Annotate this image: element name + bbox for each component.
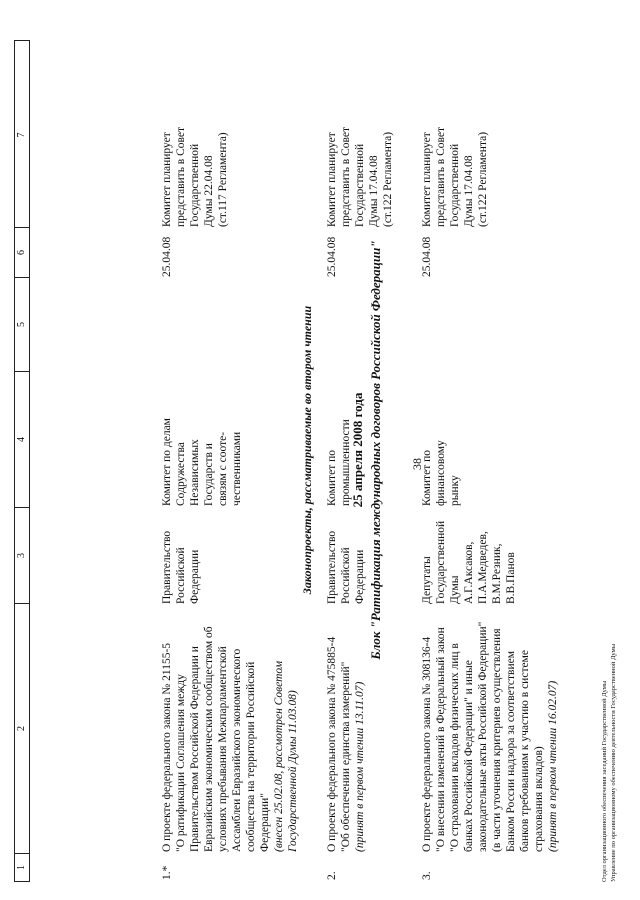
initiator-line: Федерации xyxy=(354,549,366,604)
section-title: Законопроекты, рассматриваемые во втором чтении xyxy=(300,305,314,595)
page-number: 38 xyxy=(410,458,424,470)
comment-line: Думы 17.04.08 xyxy=(368,155,380,227)
comment-line: Государственной xyxy=(354,143,366,227)
footer xyxy=(600,644,618,882)
comment-line: (ст.122 Регламента) xyxy=(477,131,489,227)
initiator-line: Думы xyxy=(449,575,461,604)
comment-line: (ст.122 Регламента) xyxy=(382,131,394,227)
committee xyxy=(420,371,462,506)
bill-line: Ассамблеи Евразийского экономического xyxy=(231,648,243,852)
bill-line: банках Российской Федерации" и иные xyxy=(463,660,475,852)
comment-line: (ст.117 Регламента) xyxy=(217,132,229,227)
initiator-line: П.А.Медведев, xyxy=(477,531,489,604)
comment xyxy=(160,117,230,227)
date: 25.04.08 xyxy=(421,236,433,277)
committee-line: промышленности xyxy=(340,419,352,506)
comment-line: представить в Совет xyxy=(340,126,352,227)
bill-line: страхования вкладов) xyxy=(533,746,545,852)
bill-line: "О страховании вкладов физических лиц в xyxy=(449,643,461,852)
initiator-line: Федерации xyxy=(189,549,201,604)
bill-note: (принят в первом чтении 16.02.07) xyxy=(547,680,559,852)
comment-line: Комитет планирует xyxy=(421,132,433,227)
initiator-line: А.Г.Аксаков, xyxy=(463,541,475,604)
row-number: 1.* xyxy=(161,865,173,880)
footer-line: Управление по организационному обеспечению деятельности Государственной Думы xyxy=(610,643,617,882)
date: 25.04.08 xyxy=(161,236,173,277)
column-number-header xyxy=(14,40,30,882)
committee xyxy=(160,371,244,506)
comment xyxy=(420,117,490,227)
bill-description xyxy=(160,607,300,852)
date: 25.04.08 xyxy=(326,236,338,277)
committee-line: Государств и xyxy=(203,443,215,506)
bill-line: О проекте федерального закона № 475885-4 xyxy=(326,636,338,852)
bill-note: (принят в первом чтении 13.11.07) xyxy=(354,681,366,852)
committee-line: связям с сооте- xyxy=(217,431,229,506)
column-number: 7 xyxy=(16,132,27,138)
initiator-line: Государственной xyxy=(435,520,447,604)
bill-line: "О ратификации Соглашения между xyxy=(175,674,187,852)
comment xyxy=(325,117,395,227)
bill-line: Федерации" xyxy=(259,792,271,852)
initiator xyxy=(325,512,367,604)
initiator-line: Правительство xyxy=(161,530,173,604)
bill-line: законодательные акты Российской Федерации" xyxy=(477,621,489,852)
initiator-line: Правительство xyxy=(326,530,338,604)
committee-line: рынку xyxy=(449,475,461,506)
bill-line: сообщества на территории Российской xyxy=(245,661,257,852)
initiator-line: Российской xyxy=(340,547,352,604)
column-number: 4 xyxy=(15,371,29,507)
column-number: 1 xyxy=(15,853,29,881)
comment-line: Государственной xyxy=(189,143,201,227)
committee-line: финансовому xyxy=(435,440,447,506)
row-number: 2. xyxy=(326,871,338,880)
comment-line: представить в Совет xyxy=(435,126,447,227)
footer-line: Отдел организационного обеспечения заседаний Государственной Думы xyxy=(601,680,608,882)
column-number: 3 xyxy=(15,507,29,603)
bill-description xyxy=(325,607,367,852)
column-number: 5 xyxy=(15,277,29,371)
column-number: 2 xyxy=(15,603,29,853)
row-number: 3. xyxy=(421,871,433,880)
initiator xyxy=(420,512,518,604)
bill-note: (внесен 25.02.08, рассмотрен Советом xyxy=(273,660,285,852)
committee-line: Комитет по xyxy=(326,450,338,506)
initiator xyxy=(160,512,202,604)
committee-line: Содружества xyxy=(175,442,187,506)
bill-line: (в части уточнения критериев осуществления xyxy=(491,628,503,852)
date-title: 25 апреля 2008 года xyxy=(350,392,365,508)
bill-line: Правительством Российской Федерации и xyxy=(189,646,201,852)
committee-line: Комитет по делам xyxy=(161,418,173,506)
bill-line: О проекте федерального закона № 308136-4 xyxy=(421,636,433,852)
initiator-line: В.В.Панов xyxy=(505,552,517,604)
bill-line: Банком России надзора за соответствием xyxy=(505,650,517,852)
bill-line: О проекте федерального закона № 21155-5 xyxy=(161,642,173,852)
bill-line: "Об обеспечении единства измерений" xyxy=(340,661,352,852)
comment-line: Государственной xyxy=(449,143,461,227)
comment-line: Комитет планирует xyxy=(161,132,173,227)
comment-line: Думы 17.04.08 xyxy=(463,155,475,227)
committee xyxy=(325,371,353,506)
initiator-line: Российской xyxy=(175,547,187,604)
bill-line: Евразийским экономическим сообществом об xyxy=(203,626,215,852)
bill-line: "О внесении изменений в Федеральный закон xyxy=(435,627,447,852)
comment-line: Думы 22.04.08 xyxy=(203,155,215,227)
bill-note: Государственной Думы 11.03.08) xyxy=(287,690,299,852)
comment-line: Комитет планирует xyxy=(326,132,338,227)
column-number: 6 xyxy=(15,227,29,277)
block-title: Блок "Ратификация международных договоров Российской Федерации" xyxy=(368,240,383,660)
committee-line: Независимых xyxy=(189,439,201,506)
initiator-line: В.М.Резник, xyxy=(491,543,503,604)
committee-line: чественниками xyxy=(231,431,243,506)
committee-line: Комитет по xyxy=(421,450,433,506)
initiator-line: Депутаты xyxy=(421,556,433,604)
bill-line: банков требованиям к участию в системе xyxy=(519,650,531,852)
bill-line: условиях пребывания Межпарламентской xyxy=(217,646,229,852)
comment-line: представить в Совет xyxy=(175,126,187,227)
bill-description xyxy=(420,607,560,852)
